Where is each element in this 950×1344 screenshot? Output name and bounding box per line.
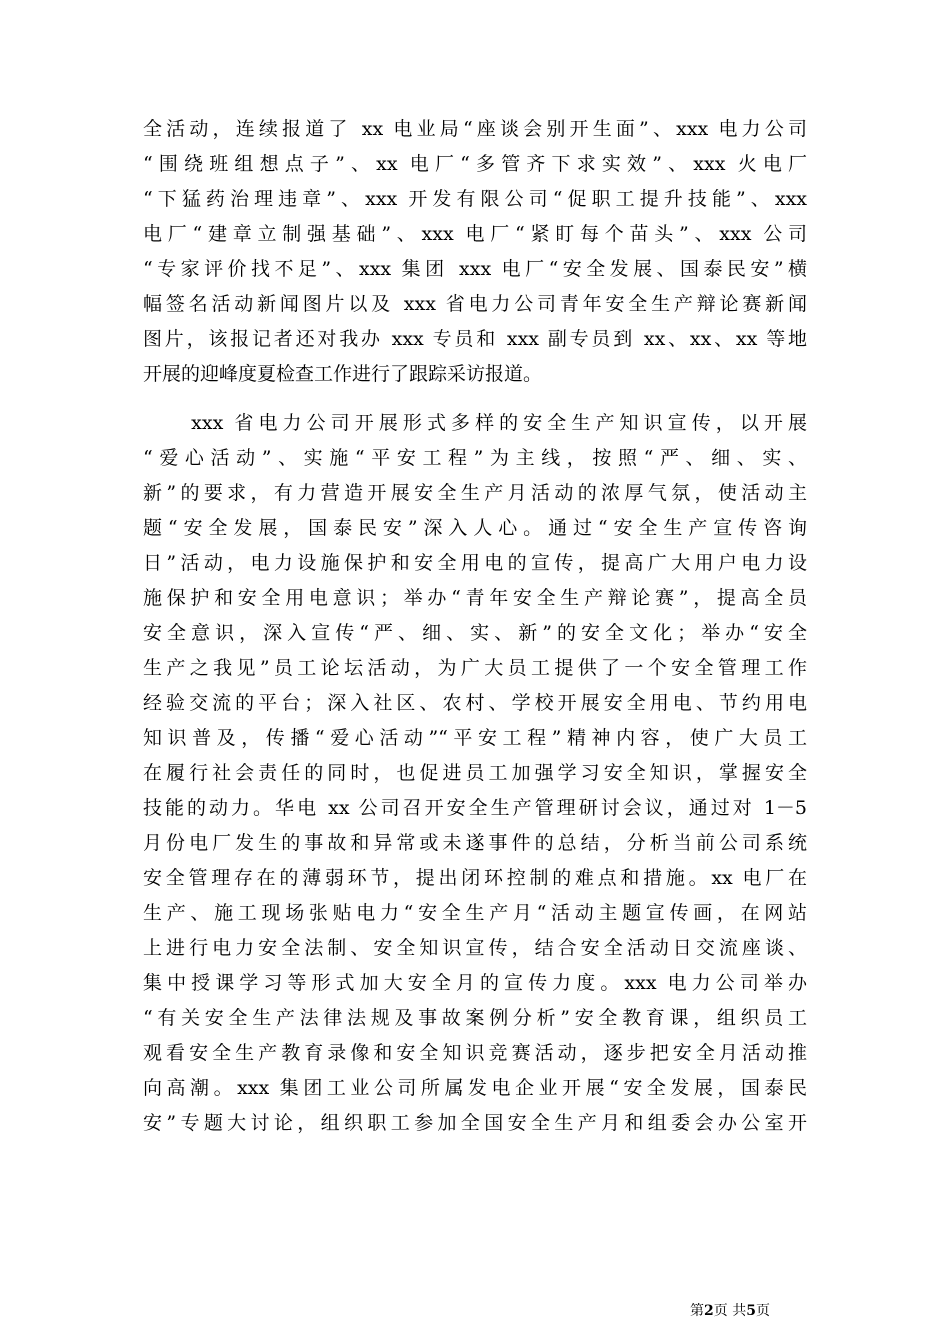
- footer-prefix: 第: [690, 1303, 704, 1319]
- text-line: 技能的动力。华电 xx 公司召开安全生产管理研讨会议，通过对 1－5: [143, 797, 807, 819]
- text-line: 新”的要求，有力营造开展安全生产月活动的浓厚气氛，使活动主: [143, 482, 807, 504]
- text-line: 向高潮。xxx 集团工业公司所属发电企业开展“安全发展，国泰民: [143, 1077, 807, 1099]
- paragraph-2: [143, 406, 807, 1141]
- text-line: “围绕班组想点子”、xx 电厂“多管齐下求实效”、xxx 火电厂: [143, 153, 807, 175]
- text-line: 图片，该报记者还对我办 xxx 专员和 xxx 副专员到 xx、xx、xx 等地: [143, 328, 807, 350]
- total-page-number: 5: [746, 1303, 756, 1319]
- text-line: 施保护和安全用电意识；举办“青年安全生产辩论赛”，提高全员: [143, 587, 807, 609]
- text-line: 观看安全生产教育录像和安全知识竞赛活动，逐步把安全月活动推: [143, 1042, 807, 1064]
- text-line: “有关安全生产法律法规及事故案例分析”安全教育课，组织员工: [143, 1007, 807, 1029]
- text-line: 安全管理存在的薄弱环节，提出闭环控制的难点和措施。xx 电厂在: [143, 867, 807, 889]
- text-line: 知识普及，传播“爱心活动”“平安工程”精神内容，使广大员工: [143, 727, 807, 749]
- text-line: 集中授课学习等形式加大安全月的宣传力度。xxx 电力公司举办: [143, 972, 807, 994]
- current-page-number: 2: [704, 1303, 714, 1319]
- document-body: [143, 112, 807, 1141]
- footer-middle: 页 共: [713, 1303, 747, 1319]
- paragraph-gap: [143, 392, 807, 406]
- text-line: 在履行社会责任的同时，也促进员工加强学习安全知识，掌握安全: [143, 762, 807, 784]
- text-line: 全活动，连续报道了 xx 电业局“座谈会别开生面”、xxx 电力公司: [143, 118, 807, 140]
- text-line: “爱心活动”、实施“平安工程”为主线，按照“严、细、实、: [143, 447, 807, 469]
- text-line: 电厂“建章立制强基础”、xxx 电厂“紧盯每个苗头”、xxx 公司: [143, 223, 807, 245]
- text-line: 题“安全发展，国泰民安”深入人心。通过“安全生产宣传咨询: [143, 517, 807, 539]
- text-line: xxx 省电力公司开展形式多样的安全生产知识宣传，以开展: [143, 412, 807, 434]
- text-line: 生产之我见”员工论坛活动，为广大员工提供了一个安全管理工作: [143, 657, 807, 679]
- page-number-footer: [690, 1302, 840, 1320]
- paragraph-1: [143, 112, 807, 392]
- text-line: 开展的迎峰度夏检查工作进行了跟踪采访报道。: [143, 363, 543, 385]
- text-line: 幅签名活动新闻图片以及 xxx 省电力公司青年安全生产辩论赛新闻: [143, 293, 807, 315]
- text-line: “专家评价找不足”、xxx 集团 xxx 电厂“安全发展、国泰民安”横: [143, 258, 807, 280]
- footer-suffix: 页: [755, 1303, 770, 1319]
- text-line: 安全意识，深入宣传“严、细、实、新”的安全文化；举办“安全: [143, 622, 807, 644]
- text-line: 日”活动，电力设施保护和安全用电的宣传，提高广大用户电力设: [143, 552, 807, 574]
- text-line: 生产、施工现场张贴电力“安全生产月“活动主题宣传画，在网站: [143, 902, 807, 924]
- text-line: 经验交流的平台；深入社区、农村、学校开展安全用电、节约用电: [143, 692, 807, 714]
- text-line: 安”专题大讨论，组织职工参加全国安全生产月和组委会办公室开: [143, 1112, 807, 1134]
- text-line: 上进行电力安全法制、安全知识宣传，结合安全活动日交流座谈、: [143, 937, 807, 959]
- text-line: 月份电厂发生的事故和异常或未遂事件的总结，分析当前公司系统: [143, 832, 807, 854]
- text-line: “下猛药治理违章”、xxx 开发有限公司“促职工提升技能”、xxx: [143, 188, 807, 210]
